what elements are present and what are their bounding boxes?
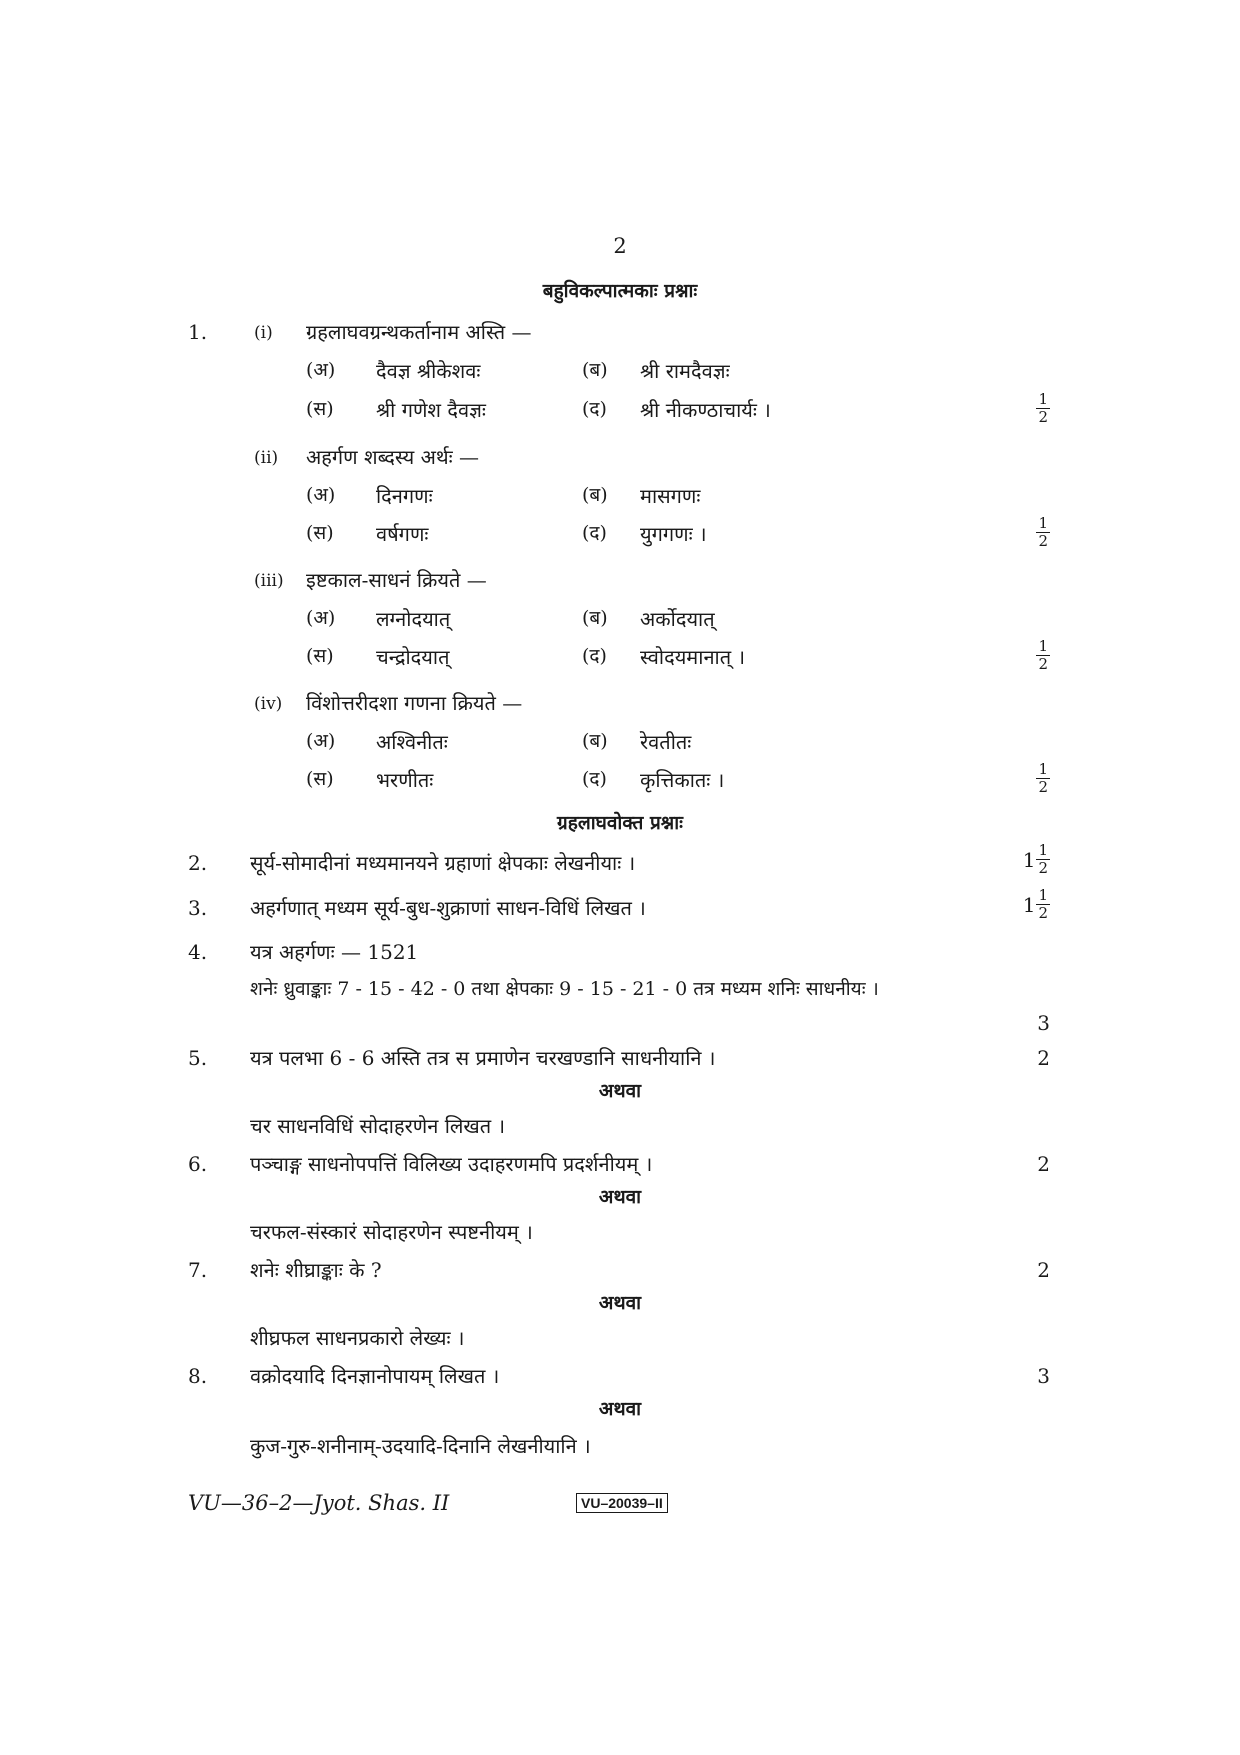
q1-i-mark: $\frac{1}{2}$ (1038, 390, 1048, 426)
section2-heading: ग्रहलाघवोक्त प्रश्नाः (557, 812, 683, 834)
q1-iii-opt-c-key: (स) (306, 645, 334, 667)
q7-or: अथवा (598, 1292, 642, 1314)
q1-part-i-number: (i) (254, 323, 273, 343)
q6-mark: 2 (1037, 1152, 1050, 1176)
q1-iv-opt-d-text: कृत्तिकातः । (640, 768, 725, 792)
q5-text: यत्र पलभा 6 - 6 अस्ति तत्र स प्रमाणेन चरखण्डानि साधनीयानि । (250, 1046, 716, 1070)
q2-number: 2. (188, 851, 208, 875)
q1-iv-mark: $\frac{1}{2}$ (1038, 760, 1048, 796)
q1-ii-opt-d-key: (द) (582, 522, 607, 544)
q5-or: अथवा (598, 1080, 642, 1102)
q7-number: 7. (188, 1258, 208, 1282)
q1-number: 1. (188, 320, 208, 344)
q1-part-iii-number: (iii) (254, 571, 284, 591)
q2-text: सूर्य-सोमादीनां मध्यमानयने ग्रहाणां क्षेपकाः लेखनीयाः । (250, 851, 636, 875)
q1-iv-opt-c-text: भरणीतः (376, 768, 434, 792)
q1-part-iii-stem: इष्टकाल-साधनं क्रियते — (306, 568, 487, 592)
q1-ii-opt-c-text: वर्षगणः (376, 522, 429, 546)
q6-text: पञ्चाङ्ग साधनोपपत्तिं विलिख्य उदाहरणमपि प्रदर्शनीयम् । (250, 1152, 653, 1176)
q1-iii-opt-a-key: (अ) (306, 607, 336, 629)
q8-or: अथवा (598, 1398, 642, 1420)
q1-ii-opt-a-text: दिनगणः (376, 484, 433, 508)
section-mcq-heading: बहुविकल्पात्मकाः प्रश्नाः (542, 280, 698, 302)
q8-alt: कुज-गुरु-शनीनाम्-उदयादि-दिनानि लेखनीयानि । (250, 1434, 591, 1458)
q1-ii-opt-b-key: (ब) (582, 484, 608, 506)
q1-i-opt-a-text: दैवज्ञ श्रीकेशवः (376, 359, 481, 383)
q1-iv-opt-c-key: (स) (306, 768, 334, 790)
q1-i-opt-d-key: (द) (582, 398, 607, 420)
q1-part-iv-stem: विंशोत्तरीदशा गणना क्रियते — (306, 691, 523, 715)
q8-mark: 3 (1037, 1364, 1050, 1388)
q1-part-iv-number: (iv) (254, 694, 283, 714)
q1-part-ii-stem: अहर्गण शब्दस्य अर्थः — (306, 445, 480, 469)
q1-iii-opt-b-key: (ब) (582, 607, 608, 629)
q1-iii-opt-d-text: स्वोदयमानात् । (640, 645, 746, 669)
q1-i-opt-a-key: (अ) (306, 359, 336, 381)
q8-number: 8. (188, 1364, 208, 1388)
q4-number: 4. (188, 940, 208, 964)
q1-iv-opt-a-key: (अ) (306, 730, 336, 752)
q6-or: अथवा (598, 1186, 642, 1208)
q1-iv-opt-d-key: (द) (582, 768, 607, 790)
q1-ii-opt-d-text: युगगणः । (640, 522, 707, 546)
q3-mark: 1 $\frac{1}{2}$ (1022, 886, 1048, 922)
q1-part-i-stem: ग्रहलाघवग्रन्थकर्तानाम अस्ति — (306, 320, 532, 344)
q5-alt: चर साधनविधिं सोदाहरणेन लिखत । (250, 1114, 506, 1138)
q5-mark: 2 (1037, 1046, 1050, 1070)
q1-ii-opt-c-key: (स) (306, 522, 334, 544)
q4-mark: 3 (1037, 1011, 1050, 1035)
footer-course-code: VU—36–2—Jyot. Shas. II (188, 1491, 450, 1515)
q1-iv-opt-b-text: रेवतीतः (640, 730, 692, 754)
q6-alt: चरफल-संस्कारं सोदाहरणेन स्पष्टनीयम् । (250, 1220, 533, 1244)
q1-ii-opt-a-key: (अ) (306, 484, 336, 506)
q7-mark: 2 (1037, 1258, 1050, 1282)
q7-text: शनेः शीघ्राङ्काः के ? (250, 1258, 382, 1282)
q4-line1: यत्र अहर्गणः — 1521 (250, 940, 419, 964)
q5-number: 5. (188, 1046, 208, 1070)
q1-iv-opt-b-key: (ब) (582, 730, 608, 752)
q1-iii-opt-a-text: लग्नोदयात् (376, 607, 451, 631)
q1-i-opt-c-key: (स) (306, 398, 334, 420)
q1-iii-opt-d-key: (द) (582, 645, 607, 667)
footer-paper-code: VU–20039–II (576, 1493, 668, 1513)
page-number: 2 (613, 234, 627, 258)
q1-iii-opt-c-text: चन्द्रोदयात् (376, 645, 450, 669)
q1-ii-mark: $\frac{1}{2}$ (1038, 514, 1048, 550)
q1-iii-opt-b-text: अर्कोदयात् (640, 607, 715, 631)
q1-ii-opt-b-text: मासगणः (640, 484, 701, 508)
q8-text: वक्रोदयादि दिनज्ञानोपायम् लिखत । (250, 1364, 500, 1388)
q1-i-opt-d-text: श्री नीकण्ठाचार्यः । (640, 398, 771, 422)
q3-text: अहर्गणात् मध्यम सूर्य-बुध-शुक्राणां साधन-विधिं लिखत । (250, 896, 646, 920)
q6-number: 6. (188, 1152, 208, 1176)
q1-iii-mark: $\frac{1}{2}$ (1038, 637, 1048, 673)
q1-part-ii-number: (ii) (254, 448, 279, 468)
q4-line2: शनेः ध्रुवाङ्काः 7 - 15 - 42 - 0 तथा क्षेपकाः 9 - 15 - 21 - 0 तत्र मध्यम शनिः साधनीयः । (250, 978, 879, 1000)
q7-alt: शीघ्रफल साधनप्रकारो लेख्यः । (250, 1326, 465, 1350)
q1-i-opt-b-text: श्री रामदैवज्ञः (640, 359, 730, 383)
q1-i-opt-b-key: (ब) (582, 359, 608, 381)
q1-i-opt-c-text: श्री गणेश दैवज्ञः (376, 398, 486, 422)
q3-number: 3. (188, 896, 208, 920)
q2-mark: 1 $\frac{1}{2}$ (1022, 841, 1048, 877)
q1-iv-opt-a-text: अश्विनीतः (376, 730, 448, 754)
